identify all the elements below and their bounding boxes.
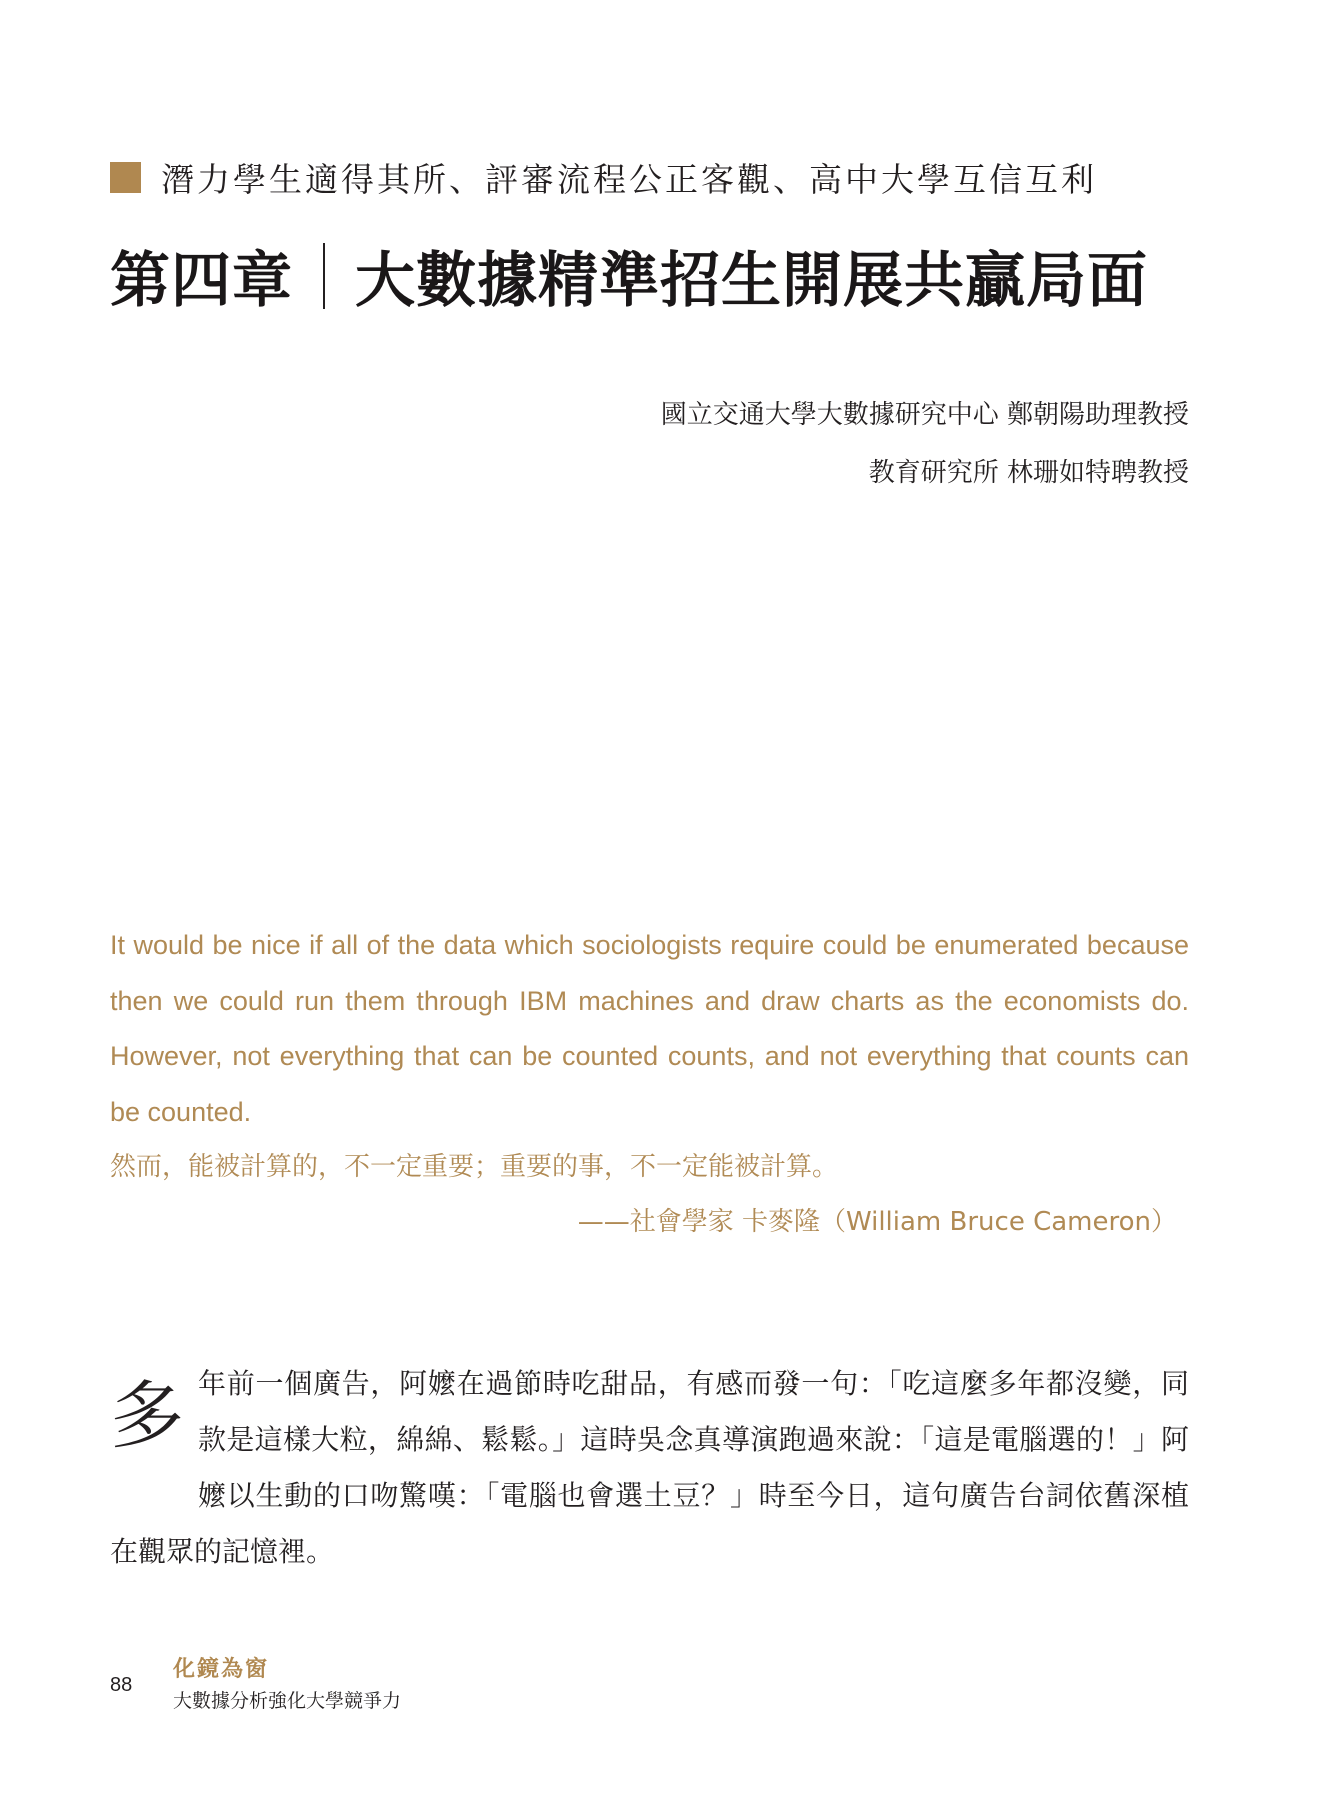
page-number: 88 (110, 1674, 133, 1696)
author-line-1: 國立交通大學大數據研究中心 鄭朝陽助理教授 (660, 400, 1189, 430)
epigraph-quote (110, 918, 1189, 1250)
body-paragraph (110, 1356, 1189, 1580)
page-footer (110, 1652, 710, 1722)
quote-attribution: ——社會學家 卡麥隆（William Bruce Cameron） (577, 1207, 1177, 1237)
quote-chinese: 然而，能被計算的，不一定重要；重要的事，不一定能被計算。 (110, 1152, 839, 1182)
book-title: 化鏡為窗 (173, 1657, 270, 1682)
author-line-2: 教育研究所 林珊如特聘教授 (868, 458, 1189, 488)
section-title: 潛力學生適得其所、評審流程公正客觀、高中大學互信互利 (161, 159, 1097, 199)
chapter-title (110, 236, 1220, 316)
chapter-divider (323, 243, 325, 309)
author-block (661, 386, 1189, 502)
body-paragraph-text: 年前一個廣告，阿嬤在過節時吃甜品，有感而發一句：「吃這麼多年都沒變，同款是這樣大粒，綿綿、鬆鬆。」這時吳念真導演跑過來說：「這是電腦選的！」阿嬤以生動的口吻驚嘆：「電腦也會選土豆？」時至今日，這句廣告台詞依舊深植在觀眾的記憶裡。 (110, 1367, 1189, 1568)
drop-cap: 多 (110, 1373, 184, 1459)
chapter-label: 第四章 (110, 246, 293, 316)
quote-english: It would be nice if all of the data which sociologists require could be enumerated because then we could run them through IBM machines and draw charts as the economists do. However, not everything that can be counted counts, and not everything that counts can be counted. (110, 930, 1189, 1127)
book-subtitle: 大數據分析強化大學競爭力 (173, 1690, 402, 1712)
section-header (110, 155, 1190, 199)
section-marker-square (110, 162, 141, 193)
chapter-name: 大數據精準招生開展共贏局面 (355, 246, 1148, 316)
